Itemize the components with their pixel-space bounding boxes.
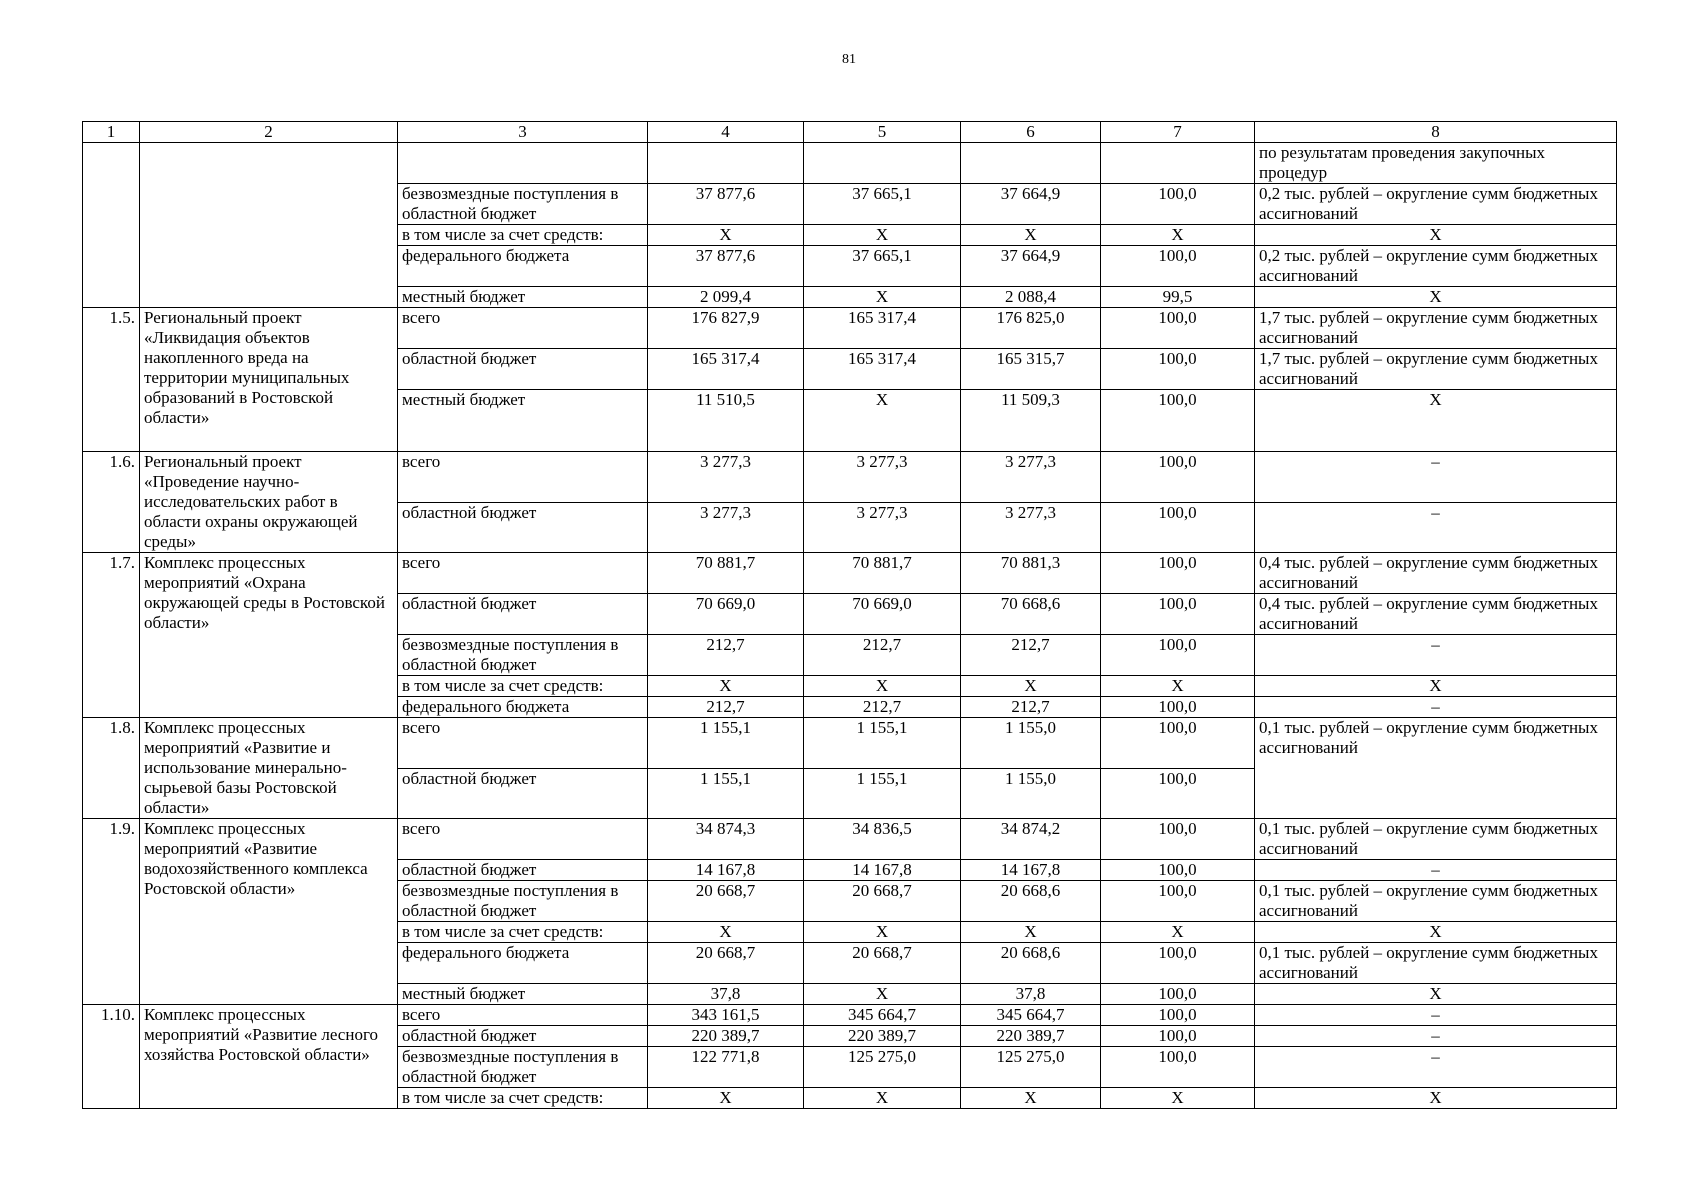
value-col6: 220 389,7	[961, 1026, 1101, 1047]
value-col6: 125 275,0	[961, 1047, 1101, 1088]
table-row	[83, 1005, 1617, 1026]
note-cell: Х	[1255, 1088, 1617, 1109]
value-col5: Х	[804, 922, 961, 943]
note-cell: Х	[1255, 287, 1617, 308]
source-cell: областной бюджет	[398, 502, 648, 553]
value-col5: 20 668,7	[804, 943, 961, 984]
source-cell: областной бюджет	[398, 768, 648, 819]
value-col4: 11 510,5	[648, 390, 804, 452]
note-cell: 1,7 тыс. рублей – округление сумм бюджетных ассигнований	[1255, 349, 1617, 390]
source-cell: безвозмездные поступления в областной бюджет	[398, 635, 648, 676]
value-col5: Х	[804, 984, 961, 1005]
source-cell: безвозмездные поступления в областной бюджет	[398, 1047, 648, 1088]
source-cell: местный бюджет	[398, 984, 648, 1005]
value-col4: 14 167,8	[648, 860, 804, 881]
value-col5: 34 836,5	[804, 819, 961, 860]
value-col4: 70 881,7	[648, 553, 804, 594]
value-col7: 100,0	[1101, 452, 1255, 503]
value-col4: Х	[648, 922, 804, 943]
note-cell: 0,1 тыс. рублей – округление сумм бюджетных ассигнований	[1255, 819, 1617, 860]
value-col4: 343 161,5	[648, 1005, 804, 1026]
value-col4: Х	[648, 225, 804, 246]
value-col6: 37,8	[961, 984, 1101, 1005]
row-number-cell: 1.6.	[83, 452, 140, 553]
value-col6: Х	[961, 922, 1101, 943]
column-header-6: 6	[961, 122, 1101, 143]
note-cell: –	[1255, 860, 1617, 881]
column-header-3: 3	[398, 122, 648, 143]
value-col4: 122 771,8	[648, 1047, 804, 1088]
table-row	[83, 143, 1617, 184]
value-col7: Х	[1101, 676, 1255, 697]
value-col5: 14 167,8	[804, 860, 961, 881]
source-cell: областной бюджет	[398, 1026, 648, 1047]
value-col7: 100,0	[1101, 718, 1255, 769]
value-col5: 3 277,3	[804, 502, 961, 553]
source-cell: в том числе за счет средств:	[398, 922, 648, 943]
source-cell	[398, 143, 648, 184]
value-col4: 34 874,3	[648, 819, 804, 860]
note-cell: 0,2 тыс. рублей – округление сумм бюджетных ассигнований	[1255, 246, 1617, 287]
value-col5: 212,7	[804, 635, 961, 676]
value-col4: Х	[648, 676, 804, 697]
value-col5: 165 317,4	[804, 308, 961, 349]
source-cell: всего	[398, 718, 648, 769]
table-row	[83, 553, 1617, 594]
measure-name-cell: Комплекс процессных мероприятий «Развитие и использование минерально-сырьевой базы Ростовской области»	[140, 718, 398, 819]
note-cell: Х	[1255, 984, 1617, 1005]
value-col7	[1101, 143, 1255, 184]
note-cell: 1,7 тыс. рублей – округление сумм бюджетных ассигнований	[1255, 308, 1617, 349]
value-col4: Х	[648, 1088, 804, 1109]
value-col4: 37 877,6	[648, 184, 804, 225]
value-col5: 1 155,1	[804, 768, 961, 819]
value-col5: 125 275,0	[804, 1047, 961, 1088]
value-col7: 100,0	[1101, 697, 1255, 718]
table-row	[83, 819, 1617, 860]
column-header-8: 8	[1255, 122, 1617, 143]
value-col7: 99,5	[1101, 287, 1255, 308]
source-cell: всего	[398, 819, 648, 860]
source-cell: федерального бюджета	[398, 943, 648, 984]
row-number-cell: 1.5.	[83, 308, 140, 452]
row-number-cell: 1.7.	[83, 553, 140, 718]
value-col6: 3 277,3	[961, 452, 1101, 503]
value-col6: 165 315,7	[961, 349, 1101, 390]
value-col5: 345 664,7	[804, 1005, 961, 1026]
note-cell: –	[1255, 697, 1617, 718]
value-col5: 212,7	[804, 697, 961, 718]
value-col6: 1 155,0	[961, 718, 1101, 769]
value-col7: 100,0	[1101, 594, 1255, 635]
value-col4: 2 099,4	[648, 287, 804, 308]
measure-name-cell	[140, 143, 398, 308]
value-col7: 100,0	[1101, 349, 1255, 390]
value-col4: 37,8	[648, 984, 804, 1005]
source-cell: всего	[398, 553, 648, 594]
value-col6: Х	[961, 676, 1101, 697]
note-cell: 0,2 тыс. рублей – округление сумм бюджетных ассигнований	[1255, 184, 1617, 225]
value-col4: 176 827,9	[648, 308, 804, 349]
value-col6: 11 509,3	[961, 390, 1101, 452]
note-cell: 0,1 тыс. рублей – округление сумм бюджетных ассигнований	[1255, 718, 1617, 819]
value-col7: 100,0	[1101, 502, 1255, 553]
table-row	[83, 452, 1617, 503]
value-col5: Х	[804, 287, 961, 308]
value-col7: 100,0	[1101, 860, 1255, 881]
column-header-5: 5	[804, 122, 961, 143]
source-cell: всего	[398, 1005, 648, 1026]
value-col6: 345 664,7	[961, 1005, 1101, 1026]
value-col7: 100,0	[1101, 390, 1255, 452]
table-row	[83, 718, 1617, 769]
value-col6: Х	[961, 225, 1101, 246]
note-cell: –	[1255, 635, 1617, 676]
value-col5: Х	[804, 390, 961, 452]
source-cell: областной бюджет	[398, 860, 648, 881]
note-cell: 0,1 тыс. рублей – округление сумм бюджетных ассигнований	[1255, 881, 1617, 922]
column-header-7: 7	[1101, 122, 1255, 143]
value-col6: 1 155,0	[961, 768, 1101, 819]
value-col4: 70 669,0	[648, 594, 804, 635]
value-col7: 100,0	[1101, 768, 1255, 819]
value-col5: 165 317,4	[804, 349, 961, 390]
measure-name-cell: Комплекс процессных мероприятий «Охрана окружающей среды в Ростовской области»	[140, 553, 398, 718]
source-cell: всего	[398, 452, 648, 503]
source-cell: федерального бюджета	[398, 697, 648, 718]
value-col7: 100,0	[1101, 819, 1255, 860]
value-col7: 100,0	[1101, 1047, 1255, 1088]
note-cell: –	[1255, 1047, 1617, 1088]
value-col7: 100,0	[1101, 308, 1255, 349]
value-col7: 100,0	[1101, 184, 1255, 225]
source-cell: в том числе за счет средств:	[398, 1088, 648, 1109]
value-col5: 3 277,3	[804, 452, 961, 503]
page-number: 81	[842, 52, 856, 67]
note-cell: Х	[1255, 676, 1617, 697]
column-header-4: 4	[648, 122, 804, 143]
value-col5: 70 881,7	[804, 553, 961, 594]
value-col4: 37 877,6	[648, 246, 804, 287]
value-col4: 212,7	[648, 635, 804, 676]
value-col6	[961, 143, 1101, 184]
value-col7: Х	[1101, 922, 1255, 943]
note-cell: Х	[1255, 922, 1617, 943]
value-col6: 20 668,6	[961, 943, 1101, 984]
note-cell: 0,4 тыс. рублей – округление сумм бюджетных ассигнований	[1255, 594, 1617, 635]
measure-name-cell: Комплекс процессных мероприятий «Развитие водохозяйственного комплекса Ростовской области»	[140, 819, 398, 1005]
value-col4: 165 317,4	[648, 349, 804, 390]
value-col5: 20 668,7	[804, 881, 961, 922]
value-col6: 14 167,8	[961, 860, 1101, 881]
note-cell: –	[1255, 1005, 1617, 1026]
value-col4: 3 277,3	[648, 452, 804, 503]
value-col4: 212,7	[648, 697, 804, 718]
note-cell: –	[1255, 1026, 1617, 1047]
value-col6: Х	[961, 1088, 1101, 1109]
value-col6: 34 874,2	[961, 819, 1101, 860]
value-col5: 37 665,1	[804, 184, 961, 225]
value-col6: 37 664,9	[961, 184, 1101, 225]
note-cell: 0,4 тыс. рублей – округление сумм бюджетных ассигнований	[1255, 553, 1617, 594]
value-col5: 1 155,1	[804, 718, 961, 769]
value-col6: 212,7	[961, 635, 1101, 676]
column-header-1: 1	[83, 122, 140, 143]
value-col4: 3 277,3	[648, 502, 804, 553]
value-col5	[804, 143, 961, 184]
value-col4: 220 389,7	[648, 1026, 804, 1047]
source-cell: безвозмездные поступления в областной бюджет	[398, 881, 648, 922]
measure-name-cell: Комплекс процессных мероприятий «Развитие лесного хозяйства Ростовской области»	[140, 1005, 398, 1109]
budget-execution-table	[82, 121, 1617, 1109]
value-col5: 37 665,1	[804, 246, 961, 287]
value-col4: 20 668,7	[648, 881, 804, 922]
value-col7: 100,0	[1101, 1005, 1255, 1026]
source-cell: областной бюджет	[398, 594, 648, 635]
column-number-header-row	[83, 122, 1617, 143]
value-col6: 70 881,3	[961, 553, 1101, 594]
note-cell: –	[1255, 452, 1617, 503]
table-row	[83, 308, 1617, 349]
measure-name-cell: Региональный проект «Ликвидация объектов накопленного вреда на территории муниципальных образований в Ростовской области»	[140, 308, 398, 452]
value-col7: Х	[1101, 225, 1255, 246]
measure-name-cell: Региональный проект «Проведение научно-исследовательских работ в области охраны окружающей среды»	[140, 452, 398, 553]
value-col6: 2 088,4	[961, 287, 1101, 308]
value-col5: Х	[804, 225, 961, 246]
value-col4: 1 155,1	[648, 718, 804, 769]
source-cell: всего	[398, 308, 648, 349]
value-col7: 100,0	[1101, 881, 1255, 922]
value-col7: 100,0	[1101, 1026, 1255, 1047]
value-col6: 212,7	[961, 697, 1101, 718]
value-col6: 70 668,6	[961, 594, 1101, 635]
value-col7: 100,0	[1101, 635, 1255, 676]
source-cell: безвозмездные поступления в областной бюджет	[398, 184, 648, 225]
value-col7: 100,0	[1101, 943, 1255, 984]
note-cell: –	[1255, 502, 1617, 553]
row-number-cell	[83, 143, 140, 308]
source-cell: федерального бюджета	[398, 246, 648, 287]
row-number-cell: 1.10.	[83, 1005, 140, 1109]
source-cell: областной бюджет	[398, 349, 648, 390]
value-col4: 20 668,7	[648, 943, 804, 984]
note-cell: по результатам проведения закупочных процедур	[1255, 143, 1617, 184]
value-col5: Х	[804, 676, 961, 697]
row-number-cell: 1.9.	[83, 819, 140, 1005]
value-col7: Х	[1101, 1088, 1255, 1109]
value-col5: Х	[804, 1088, 961, 1109]
value-col4	[648, 143, 804, 184]
source-cell: в том числе за счет средств:	[398, 225, 648, 246]
source-cell: местный бюджет	[398, 287, 648, 308]
value-col7: 100,0	[1101, 984, 1255, 1005]
row-number-cell: 1.8.	[83, 718, 140, 819]
note-cell: Х	[1255, 225, 1617, 246]
source-cell: местный бюджет	[398, 390, 648, 452]
column-header-2: 2	[140, 122, 398, 143]
value-col7: 100,0	[1101, 553, 1255, 594]
value-col5: 220 389,7	[804, 1026, 961, 1047]
value-col6: 37 664,9	[961, 246, 1101, 287]
value-col4: 1 155,1	[648, 768, 804, 819]
value-col6: 176 825,0	[961, 308, 1101, 349]
note-cell: Х	[1255, 390, 1617, 452]
source-cell: в том числе за счет средств:	[398, 676, 648, 697]
value-col6: 20 668,6	[961, 881, 1101, 922]
value-col7: 100,0	[1101, 246, 1255, 287]
note-cell: 0,1 тыс. рублей – округление сумм бюджетных ассигнований	[1255, 943, 1617, 984]
value-col5: 70 669,0	[804, 594, 961, 635]
value-col6: 3 277,3	[961, 502, 1101, 553]
